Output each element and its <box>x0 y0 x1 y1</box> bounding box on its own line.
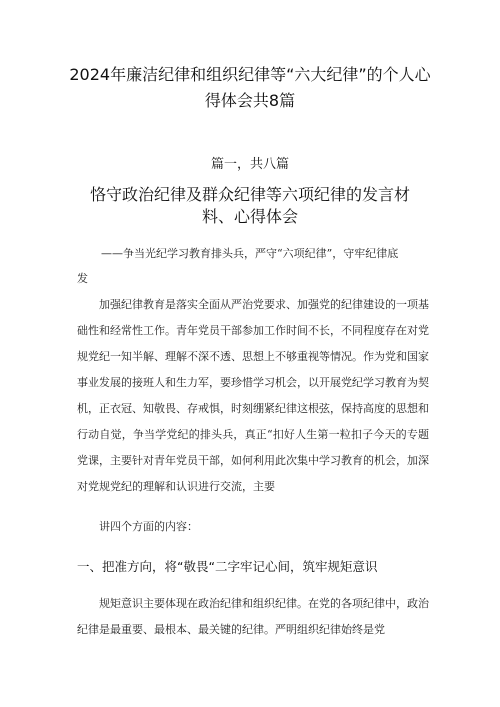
heading-line-1: 恪守政治纪律及群众纪律等六项纪律的发言材 <box>90 185 411 204</box>
article-heading <box>90 184 410 228</box>
title-line-1: 2024年廉洁纪律和组织纪律等“六大纪律”的个人心 <box>69 65 431 84</box>
subtitle <box>77 241 429 291</box>
section-heading-1: 一、把准方向，将“敬畏“二字牢记心间，筑牢规矩意识 <box>77 559 378 574</box>
chapter-label: 篇一，共八篇 <box>210 157 289 172</box>
document-title <box>60 62 440 114</box>
subtitle-line-1: ——争当光纪学习教育排头兵，严守“六项纪律”，守牢纪律底 <box>101 247 399 260</box>
subtitle-line-2: 发 <box>77 272 88 285</box>
heading-line-2: 料、心得体会 <box>201 207 298 226</box>
paragraph-3: 规矩意识主要体现在政治纪律和组织纪律。在党的各项纪律中，政治纪律是最重要、最根本、最关键的纪律。严明组织纪律始终是党 <box>77 597 429 636</box>
title-line-2: 得体会共8篇 <box>204 91 296 110</box>
paragraph-2: 讲四个方面的内容： <box>99 520 198 533</box>
paragraph-1: 加强纪律教育是落实全面从严治党要求、加强党的纪律建设的一项基础性和经常性工作。青年党员干部参加工作时间不长，不同程度存在对党规党纪一知半解、理解不深不透、思想上不够重视等情况。作为党和国家事业发展的接班人和生力军，要珍惜学习机会，以开展党纪学习教育为契机，正衣冠、知敬畏、存戒惧，时刻绷紧纪律这根弦，保持高度的思想和行动自觉，争当学党纪的排头兵，真正“扣好人生第一粒扣子今天的专题党课，主要针对青年党员干部，如何利用此次集中学习教育的机会，加深对党规党纪的理解和认识进行交流，主要 <box>77 298 429 493</box>
